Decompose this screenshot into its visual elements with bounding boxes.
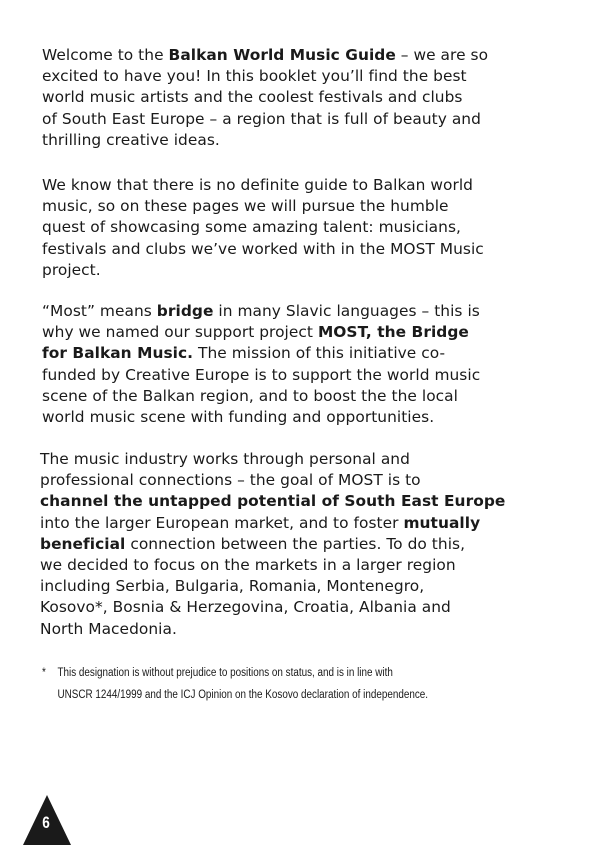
guide-paragraph bbox=[42, 175, 542, 281]
text-line: world music scene with funding and opportunities. bbox=[42, 408, 435, 427]
text-line: scene of the Balkan region, and to boost the the local bbox=[42, 386, 458, 405]
footnote-line: * This designation is without prejudice to positions on status, and is in line with bbox=[42, 662, 489, 684]
text-line: into the larger European market, and to foster mutually bbox=[40, 513, 481, 532]
text-line: we decided to focus on the markets in a larger region bbox=[40, 556, 456, 575]
text-line: including Serbia, Bulgaria, Romania, Montenegro, bbox=[40, 577, 425, 596]
text-line: The music industry works through personal and bbox=[40, 450, 410, 468]
text-line: world music artists and the coolest festivals and clubs bbox=[42, 88, 463, 107]
text-line: festivals and clubs we’ve worked with in the MOST Music bbox=[42, 239, 484, 258]
text-line: professional connections – the goal of MOST is to bbox=[40, 471, 421, 490]
text-line: We know that there is no definite guide to Balkan world bbox=[42, 176, 473, 194]
text-line: why we named our support project MOST, the Bridge bbox=[42, 323, 469, 342]
beneficial-bold: beneficial bbox=[40, 534, 126, 553]
industry-paragraph bbox=[40, 449, 540, 640]
text-line: music, so on these pages we will pursue the humble bbox=[42, 197, 449, 216]
text-line: Kosovo*, Bosnia & Herzegovina, Croatia, Albania and bbox=[40, 598, 451, 617]
page-number: 6 bbox=[42, 813, 50, 832]
footnote-line: UNSCR 1244/1999 and the ICJ Opinion on the Kosovo declaration of independence. bbox=[57, 689, 429, 701]
most-meaning-paragraph bbox=[42, 301, 542, 428]
bridge-bold: bridge bbox=[156, 302, 214, 320]
text-line: quest of showcasing some amazing talent: musicians, bbox=[42, 218, 461, 237]
mutually-bold: mutually bbox=[403, 513, 481, 532]
text-line: Welcome to the Balkan World Music Guide – we are so bbox=[42, 46, 489, 64]
text-line: excited to have you! In this booklet you’ll find the best bbox=[42, 67, 467, 86]
project-name-bold: MOST, the Bridge bbox=[317, 323, 469, 342]
text-line: thrilling creative ideas. bbox=[42, 130, 220, 149]
footnote-marker: * bbox=[42, 667, 46, 679]
text-line: project. bbox=[42, 260, 101, 279]
intro-paragraph bbox=[42, 45, 542, 151]
text-line: funded by Creative Europe is to support the world music bbox=[42, 365, 481, 384]
guide-title-bold: Balkan World Music Guide bbox=[168, 46, 396, 64]
project-name-bold-cont: for Balkan Music. bbox=[42, 344, 194, 363]
text-line: of South East Europe – a region that is full of beauty and bbox=[42, 109, 481, 128]
text-line: beneficial connection between the parties. To do this, bbox=[40, 534, 466, 553]
channel-potential-bold: channel the untapped potential of South East Europe bbox=[40, 492, 506, 511]
kosovo-footnote bbox=[42, 662, 489, 706]
text-line: North Macedonia. bbox=[40, 619, 177, 638]
text-line: “Most” means bridge in many Slavic languages – this is bbox=[42, 302, 480, 320]
page-number-marker bbox=[0, 795, 80, 845]
text-line: for Balkan Music. The mission of this initiative co- bbox=[42, 344, 446, 363]
